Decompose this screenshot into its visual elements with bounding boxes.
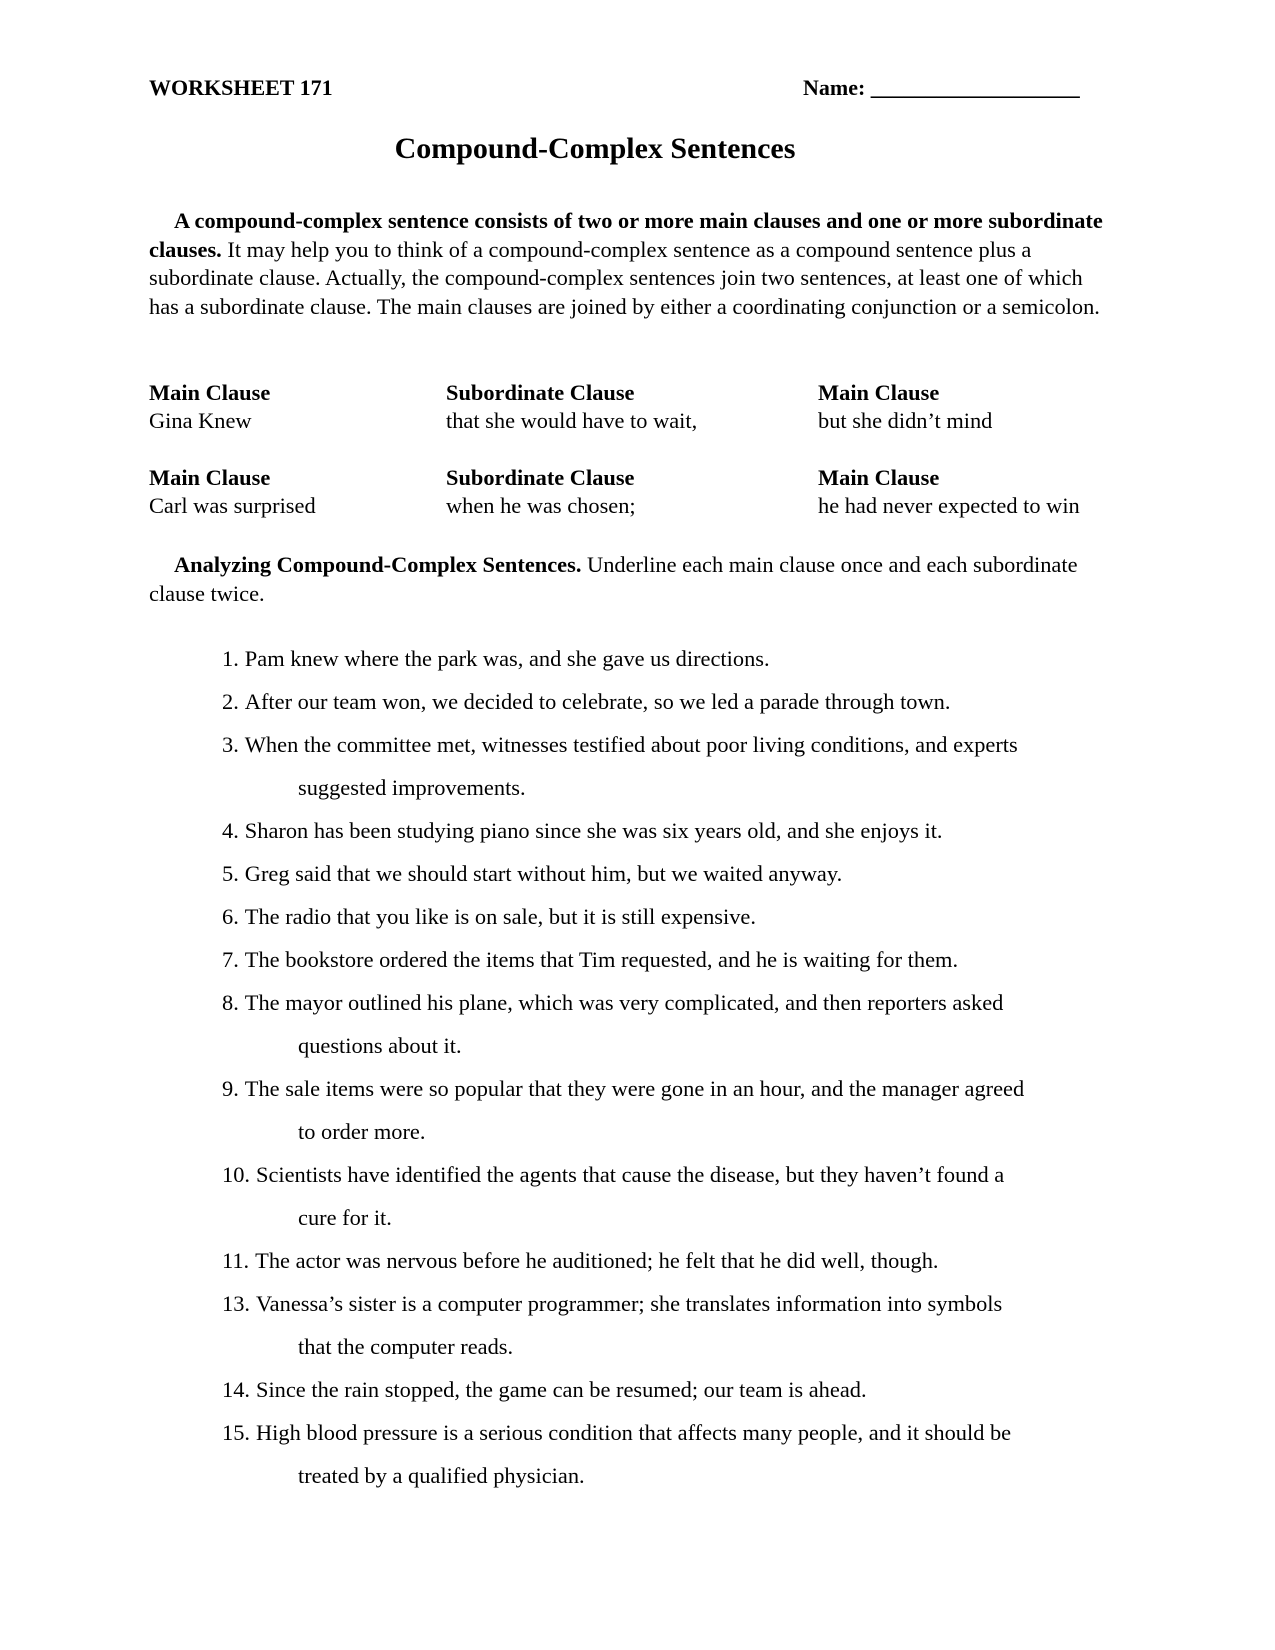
- worksheet-number: WORKSHEET 171: [149, 75, 333, 100]
- item-text: The actor was nervous before he auditioned; he felt that he did well, though.: [255, 1248, 939, 1273]
- instructions-body: Underline each main clause once and each subordinate clause twice.: [149, 552, 1078, 606]
- exercise-item-continued: to order more.: [298, 1119, 426, 1144]
- exercise-item: [222, 852, 1122, 895]
- exercise-item: [222, 938, 1122, 981]
- item-number: 6.: [222, 904, 239, 929]
- example-clause: when he was chosen;: [446, 493, 636, 518]
- item-number: 11.: [222, 1248, 250, 1273]
- item-number: 4.: [222, 818, 239, 843]
- item-number: 13.: [222, 1291, 250, 1316]
- item-number: 1.: [222, 646, 239, 671]
- exercise-item-continued: suggested improvements.: [298, 775, 526, 800]
- item-number: 2.: [222, 689, 239, 714]
- instructions-paragraph: [149, 551, 1114, 608]
- item-text: After our team won, we decided to celebrate, so we led a parade through town.: [244, 689, 951, 714]
- item-text: Vanessa’s sister is a computer programmer; she translates information into symbols: [256, 1291, 1003, 1316]
- example-clause: Gina Knew: [149, 408, 252, 433]
- exercise-item: [222, 1239, 1122, 1282]
- exercise-item-continued: questions about it.: [298, 1033, 462, 1058]
- intro-body: It may help you to think of a compound-complex sentence as a compound sentence plus a subordinate clause. Actually, the compound-complex sentences join two sentences, at least one of which has a subordinate clause. The main clauses are joined by either a coordinating conjunction or a semicolon.: [149, 236, 1100, 319]
- example-header: Main Clause: [818, 380, 940, 405]
- example-header: Subordinate Clause: [446, 465, 635, 490]
- exercise-item: [222, 1282, 1122, 1325]
- intro-paragraph: [149, 207, 1114, 321]
- exercise-item: [222, 1067, 1122, 1110]
- example-header: Subordinate Clause: [446, 380, 635, 405]
- item-number: 15.: [222, 1420, 250, 1445]
- item-number: 10.: [222, 1162, 250, 1187]
- example-header: Main Clause: [149, 465, 271, 490]
- exercise-item-continued: cure for it.: [298, 1205, 392, 1230]
- item-text: When the committee met, witnesses testified about poor living conditions, and experts: [244, 732, 1018, 757]
- item-text: Greg said that we should start without him, but we waited anyway.: [244, 861, 843, 886]
- item-text: The radio that you like is on sale, but it is still expensive.: [244, 904, 756, 929]
- item-number: 14.: [222, 1377, 250, 1402]
- exercise-item: [222, 1153, 1122, 1196]
- instructions-lead: Analyzing Compound-Complex Sentences.: [174, 552, 582, 577]
- exercise-item: [222, 1368, 1122, 1411]
- item-text: The bookstore ordered the items that Tim requested, and he is waiting for them.: [244, 947, 959, 972]
- exercise-item: [222, 809, 1122, 852]
- exercise-item: [222, 723, 1122, 766]
- item-text: Pam knew where the park was, and she gave us directions.: [244, 646, 770, 671]
- item-text: Scientists have identified the agents that cause the disease, but they haven’t found a: [256, 1162, 1005, 1187]
- item-number: 7.: [222, 947, 239, 972]
- item-text: Sharon has been studying piano since she was six years old, and she enjoys it.: [244, 818, 943, 843]
- exercise-item: [222, 981, 1122, 1024]
- exercise-item-continued: that the computer reads.: [298, 1334, 514, 1359]
- exercise-item-continued: treated by a qualified physician.: [298, 1463, 585, 1488]
- item-text: The sale items were so popular that they were gone in an hour, and the manager agreed: [244, 1076, 1025, 1101]
- intro-lead: A compound-complex sentence consists of two or more main clauses and one or more subordinate clauses.: [149, 208, 1103, 262]
- item-text: The mayor outlined his plane, which was very complicated, and then reporters asked: [244, 990, 1004, 1015]
- example-clause: Carl was surprised: [149, 493, 316, 518]
- exercise-item: [222, 637, 1122, 680]
- item-text: Since the rain stopped, the game can be resumed; our team is ahead.: [256, 1377, 867, 1402]
- example-clause: but she didn’t mind: [818, 408, 993, 433]
- exercise-item: [222, 680, 1122, 723]
- exercise-item: [222, 895, 1122, 938]
- name-field: Name: ___________________: [803, 75, 1080, 100]
- example-clause: he had never expected to win: [818, 493, 1080, 518]
- item-text: High blood pressure is a serious condition that affects many people, and it should be: [256, 1420, 1012, 1445]
- item-number: 3.: [222, 732, 239, 757]
- example-clause: that she would have to wait,: [446, 408, 698, 433]
- page-title: Compound-Complex Sentences: [394, 132, 796, 165]
- example-header: Main Clause: [149, 380, 271, 405]
- item-number: 8.: [222, 990, 239, 1015]
- example-header: Main Clause: [818, 465, 940, 490]
- item-number: 5.: [222, 861, 239, 886]
- exercise-list: [222, 637, 1122, 1497]
- item-number: 9.: [222, 1076, 239, 1101]
- exercise-item: [222, 1411, 1122, 1454]
